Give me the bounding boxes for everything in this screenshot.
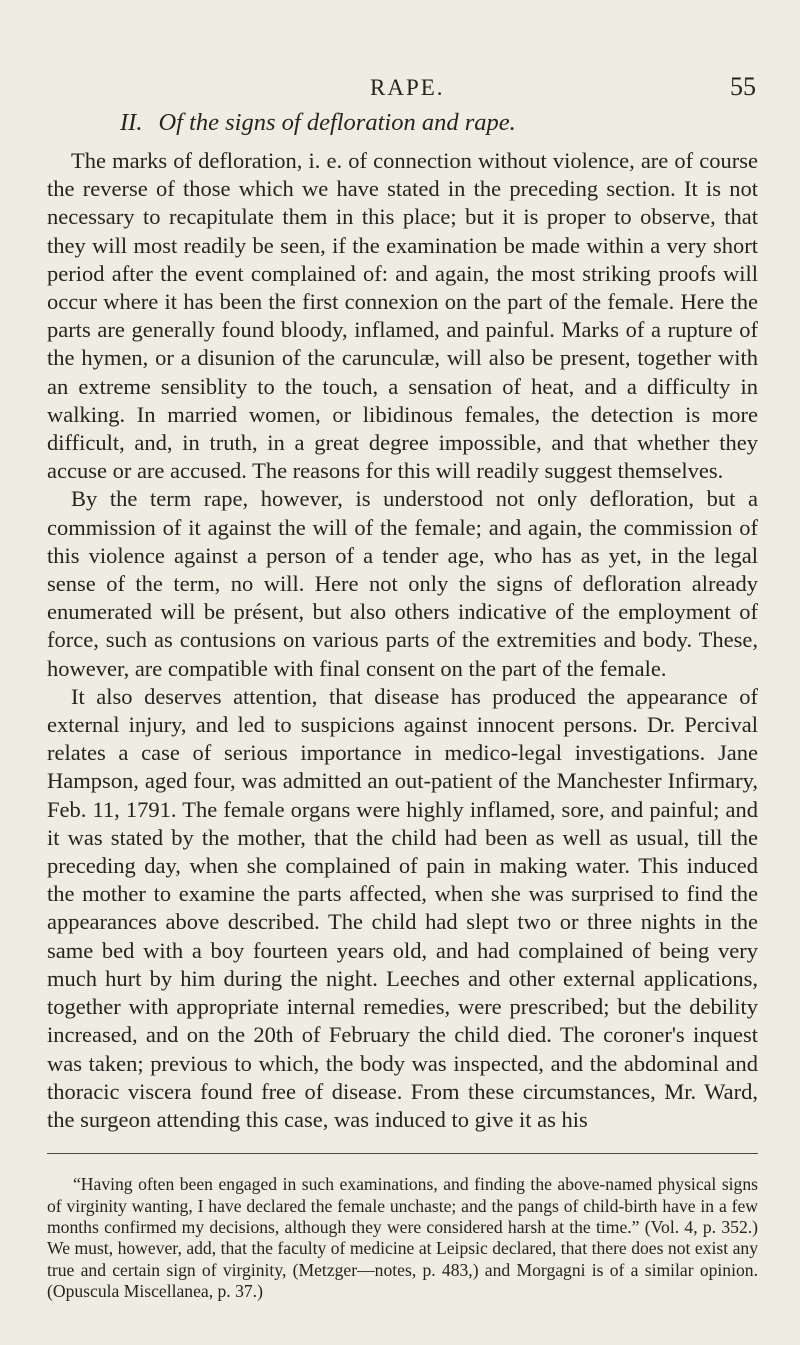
paragraph-rape-definition: By the term rape, however, is understood not only defloration, but a commission of it against the will of the female; and again, the commission of this violence against a person of a tender age, who has as yet, in the legal sense of the term, no will. Here not only the signs of defloration already enumerated will be présent, but also others indicative of the employment of force, such as contusions on various parts of the extremities and body. These, however, are compatible with final consent on the part of the female. [47, 486, 758, 681]
body-text [47, 147, 758, 1134]
page-number: 55 [730, 72, 756, 101]
section-heading [120, 108, 758, 138]
section-title: Of the signs of defloration and rape. [158, 109, 516, 136]
running-head-title: RAPE. [370, 75, 445, 100]
footnote: “Having often been engaged in such examinations, and finding the above-named physical signs of virginity wanting, I have declared the female unchaste; and the pangs of child-birth have in a few months confirmed my decisions, although they were considered harsh at the time.” (Vol. 4, p. 352.) We must, however, add, that the faculty of medicine at Leipsic declared, that there does not exist any true and certain sign of virginity, (Metzger—notes, p. 483,) and Morgagni is of a similar opinion. (Opuscula Miscellanea, p. 37.) [47, 1174, 758, 1302]
paragraph-defloration-marks: The marks of defloration, i. e. of connection without violence, are of course the reverse of those which we have stated in the preceding section. It is not necessary to recapitulate them in this place; but it is proper to observe, that they will most readily be seen, if the examination be made within a very short period after the event complained of: and again, the most striking proofs will occur where it has been the first connexion on the part of the female. Here the parts are generally found bloody, inflamed, and painful. Marks of a rupture of the hymen, or a disunion of the carunculæ, will also be present, together with an extreme sensiblity to the touch, a sensation of heat, and a difficulty in walking. In married women, or libidinous females, the detection is more difficult, and, in truth, in a great degree impossible, and that whether they accuse or are accused. The reasons for this will readily suggest themselves. [47, 148, 758, 484]
running-head [47, 0, 758, 101]
section-number: II. [120, 109, 143, 136]
footnote-rule [47, 1153, 758, 1154]
paragraph-percival-case: It also deserves attention, that disease has produced the appearance of external injury, and led to suspicions against innocent persons. Dr. Percival relates a case of serious importance in medico-legal investigations. Jane Hampson, aged four, was admitted an out-patient of the Manchester Infirmary, Feb. 11, 1791. The female organs were highly inflamed, sore, and painful; and it was stated by the mother, that the child had been as well as usual, till the preceding day, when she complained of pain in making water. This induced the mother to examine the parts affected, when she was surprised to find the appearances above described. The child had slept two or three nights in the same bed with a boy fourteen years old, and had complained of being very much hurt by him during the night. Leeches and other external applications, together with appropriate internal remedies, were prescribed; but the debility increased, and on the 20th of February the child died. The coroner's inquest was taken; previous to which, the body was inspected, and the abdominal and thoracic viscera found free of disease. From these circumstances, Mr. Ward, the surgeon attending this case, was induced to give it as his [47, 683, 758, 1132]
